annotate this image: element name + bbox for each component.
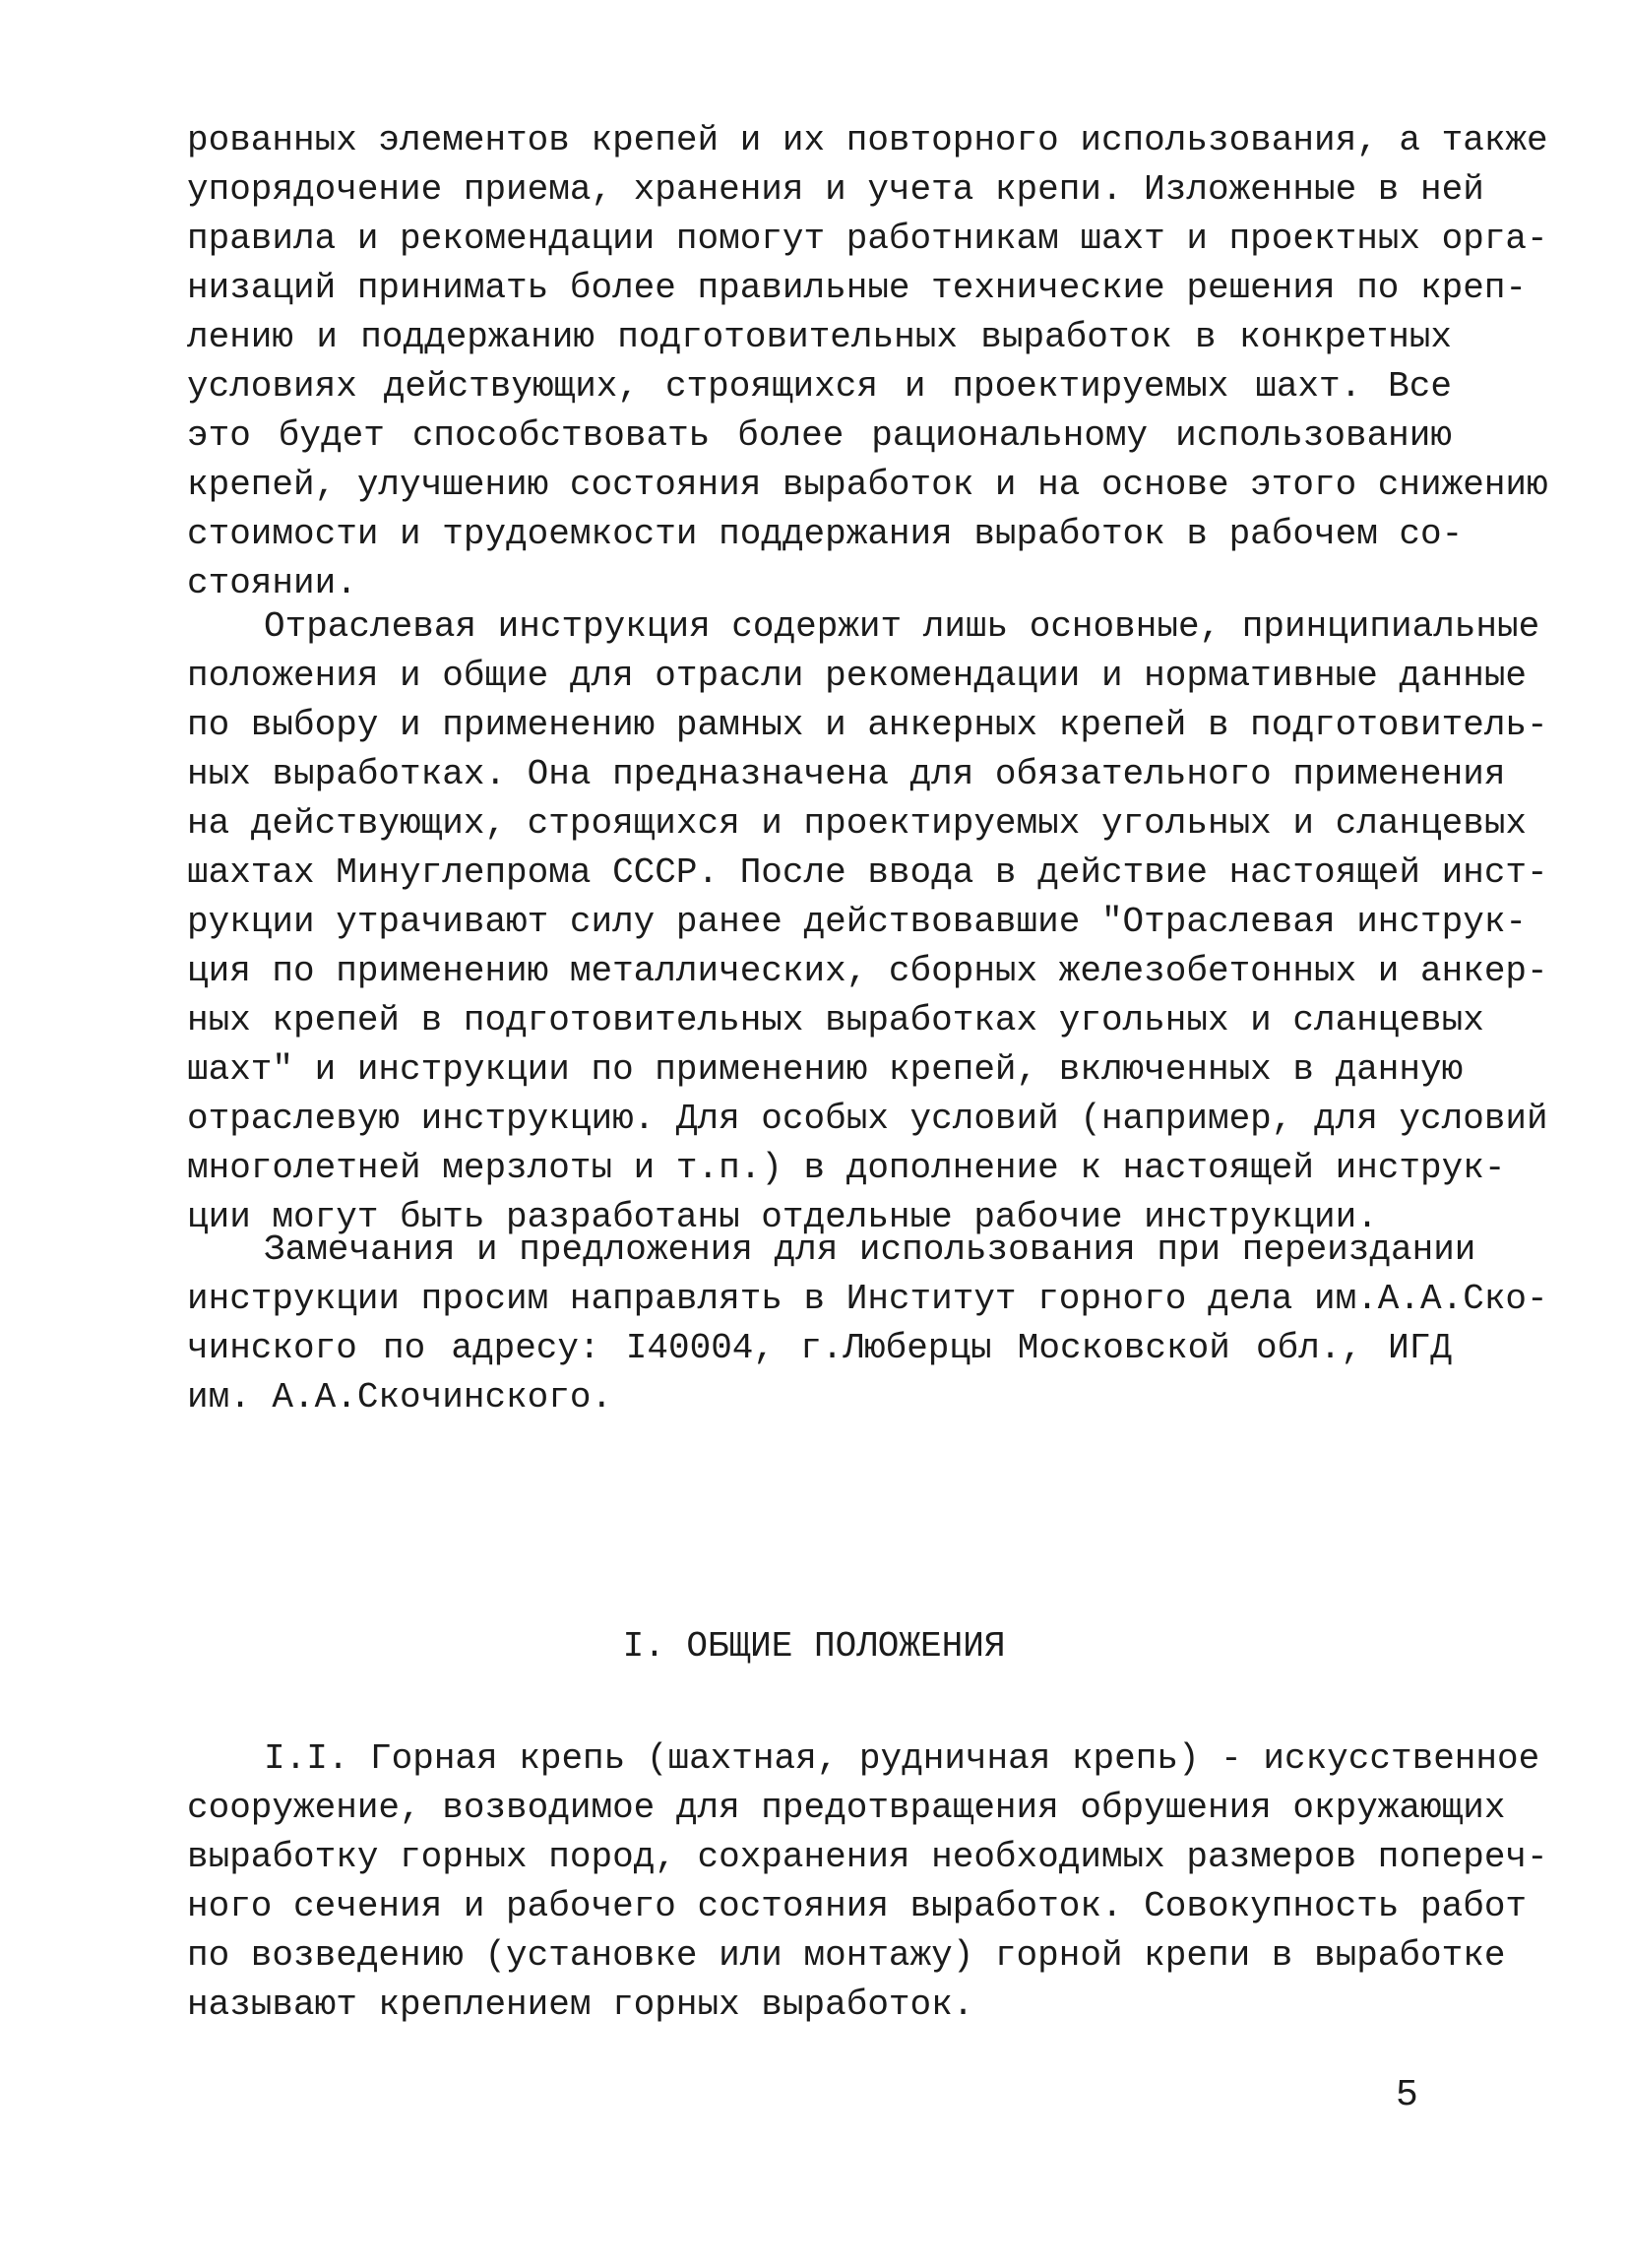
text-line: по выбору и применению рамных и анкерных крепей в подготовитель- — [187, 705, 1548, 745]
text-line: ных крепей в подготовительных выработках угольных и сланцевых — [187, 1000, 1484, 1040]
text-line: чинского по адресу: I40004, г.Люберцы Московской обл., ИГД — [187, 1328, 1452, 1368]
text-line: Замечания и предложения для использования при переиздании — [264, 1229, 1476, 1270]
text-line: шахт" и инструкции по применению крепей, включенных в данную — [187, 1049, 1464, 1090]
text-line: называют креплением горных выработок. — [187, 1984, 974, 2025]
text-line: лению и поддержанию подготовительных выработок в конкретных — [187, 317, 1452, 357]
text-line: упорядочение приема, хранения и учета крепи. Изложенные в ней — [187, 169, 1484, 210]
text-line: инструкции просим направлять в Институт горного дела им.А.А.Ско- — [187, 1279, 1548, 1319]
paragraph-contact — [187, 1226, 1548, 1422]
text-line: рукции утрачивают силу ранее действовавшие "Отраслевая инструк- — [187, 902, 1528, 942]
text-line: на действующих, строящихся и проектируемых угольных и сланцевых — [187, 803, 1528, 844]
page-number: 5 — [1396, 2074, 1418, 2116]
text-line: стоянии. — [187, 563, 357, 603]
text-line: это будет способствовать более рациональному использованию — [187, 415, 1452, 456]
paragraph-continuation — [187, 116, 1548, 608]
text-line: шахтах Минуглепрома СССР. После ввода в действие настоящей инст- — [187, 852, 1548, 893]
text-line: по возведению (установке или монтажу) горной крепи в выработке — [187, 1935, 1506, 1976]
paragraph-scope — [187, 602, 1548, 1242]
text-line: положения и общие для отрасли рекомендации и нормативные данные — [187, 656, 1528, 696]
text-line: отраслевую инструкцию. Для особых условий (например, для условий — [187, 1099, 1548, 1139]
text-line: ного сечения и рабочего состояния выработок. Совокупность работ — [187, 1886, 1528, 1926]
section-heading: I. ОБЩИЕ ПОЛОЖЕНИЯ — [622, 1626, 1006, 1667]
text-line: ции могут быть разработаны отдельные рабочие инструкции. — [187, 1197, 1378, 1237]
text-line: стоимости и трудоемкости поддержания выработок в рабочем со- — [187, 514, 1464, 554]
text-line: I.I. Горная крепь (шахтная, рудничная крепь) - искусственное — [264, 1738, 1540, 1779]
text-line: Отраслевая инструкция содержит лишь основные, принципиальные — [264, 606, 1540, 647]
text-line: выработку горных пород, сохранения необходимых размеров попереч- — [187, 1837, 1548, 1877]
text-line: низаций принимать более правильные технические решения по креп- — [187, 268, 1528, 308]
paragraph-definition — [187, 1734, 1548, 2030]
text-line: ных выработках. Она предназначена для обязательного применения — [187, 754, 1506, 794]
text-line: ция по применению металлических, сборных железобетонных и анкер- — [187, 951, 1548, 991]
text-line: многолетней мерзлоты и т.п.) в дополнение к настоящей инструк- — [187, 1148, 1506, 1188]
text-line: рованных элементов крепей и их повторного использования, а также — [187, 120, 1548, 160]
text-line: сооружение, возводимое для предотвращения обрушения окружающих — [187, 1788, 1506, 1828]
text-line: крепей, улучшению состояния выработок и на основе этого снижению — [187, 465, 1548, 505]
text-line: правила и рекомендации помогут работникам шахт и проектных орга- — [187, 219, 1548, 259]
text-line: условиях действующих, строящихся и проектируемых шахт. Все — [187, 366, 1452, 407]
text-line: им. А.А.Скочинского. — [187, 1377, 613, 1418]
